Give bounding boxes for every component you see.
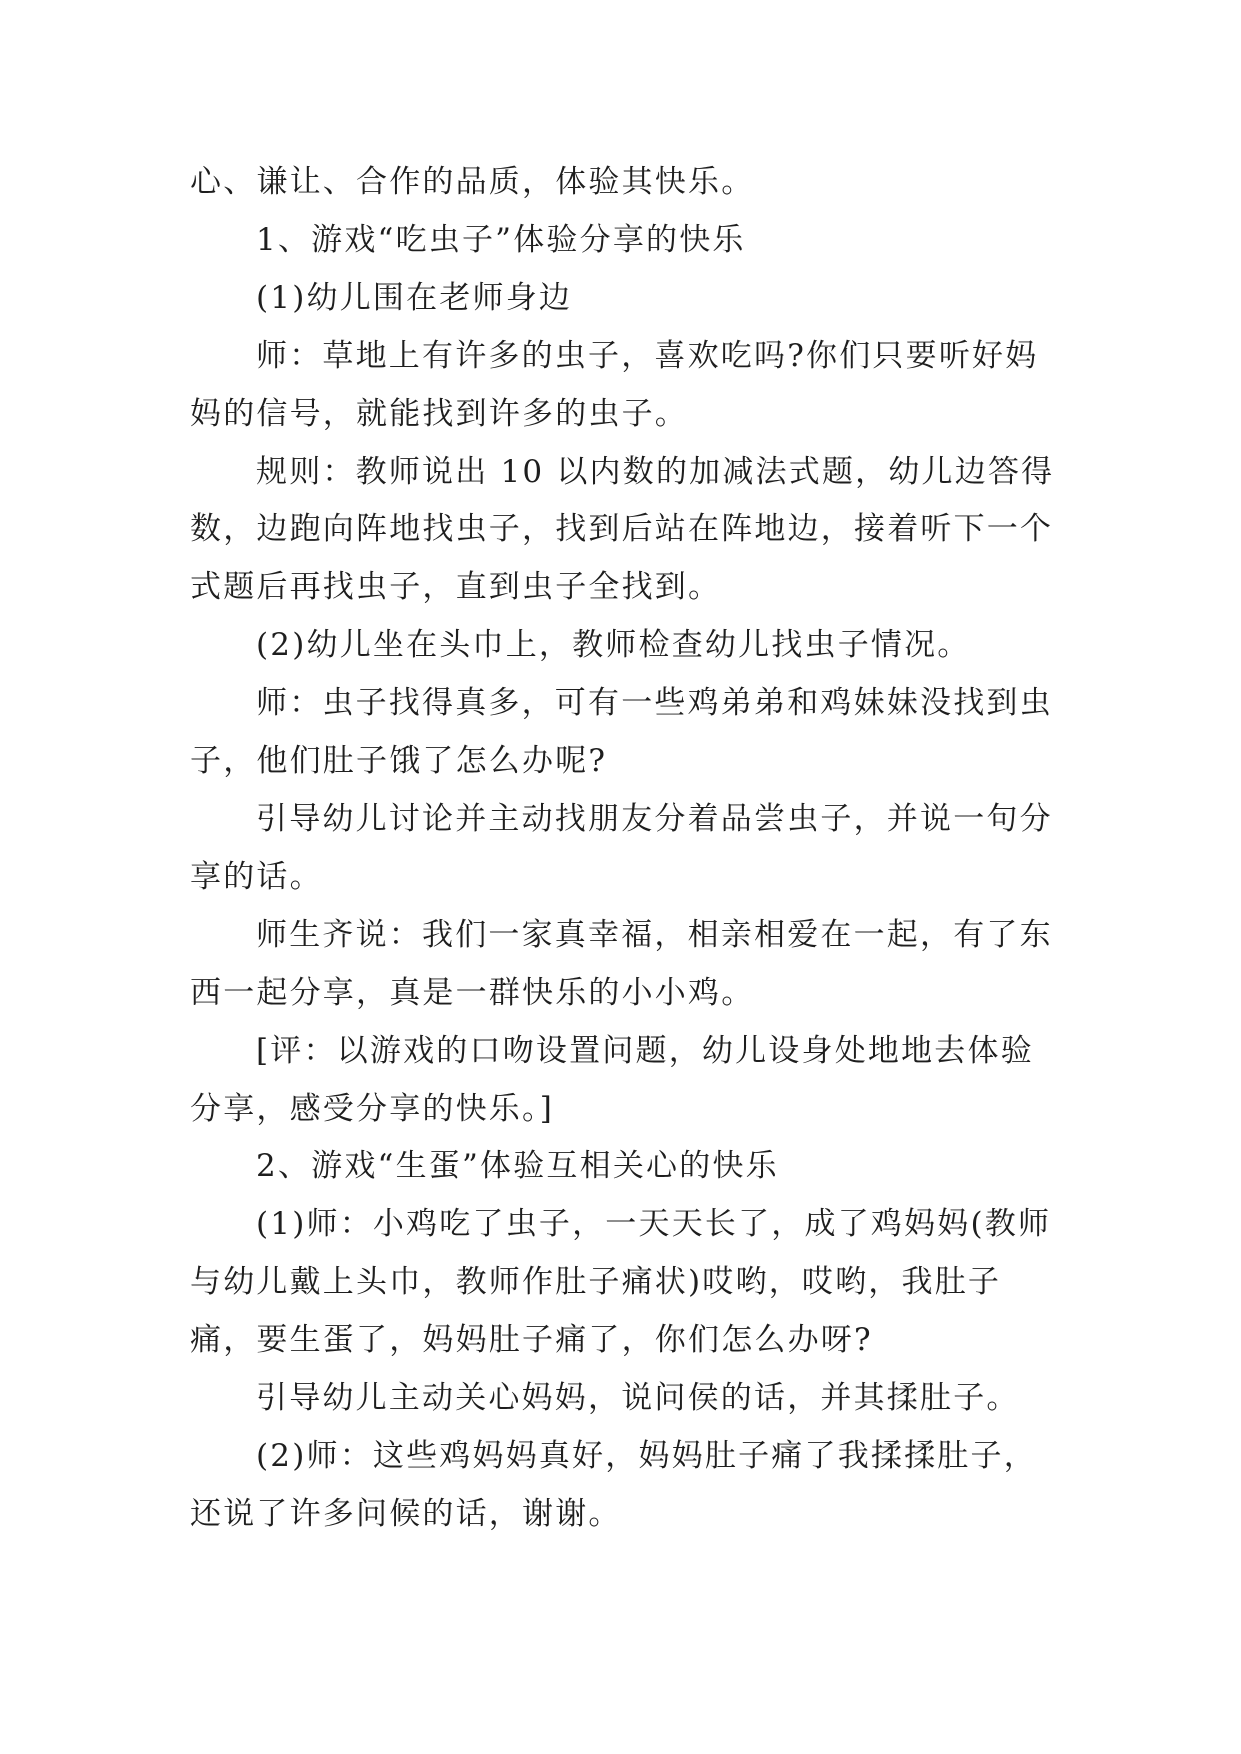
document-body (190, 154, 1056, 1544)
paragraph: (2)幼儿坐在头巾上，教师检查幼儿找虫子情况。 (256, 627, 971, 664)
paragraph: 师：虫子找得真多，可有一些鸡弟弟和鸡妹妹没找到虫子，他们肚子饿了怎么办呢? (190, 685, 1053, 780)
paragraph: (1)幼儿围在老师身边 (256, 279, 573, 316)
paragraph: 师生齐说：我们一家真幸福，相亲相爱在一起，有了东西一起分享，真是一群快乐的小小鸡。 (190, 916, 1053, 1011)
section-heading: 2、游戏“生蛋”体验互相关心的快乐 (256, 1148, 779, 1185)
section-heading: 1、游戏“吃虫子”体验分享的快乐 (256, 221, 746, 258)
paragraph: 引导幼儿讨论并主动找朋友分着品尝虫子，并说一句分享的话。 (190, 800, 1053, 895)
paragraph: (1)师：小鸡吃了虫子，一天天长了，成了鸡妈妈(教师与幼儿戴上头巾，教师作肚子痛状)哎哟，哎哟，我肚子痛，要生蛋了，妈妈肚子痛了，你们怎么办呀? (190, 1206, 1052, 1359)
paragraph: 规则：教师说出 10 以内数的加减法式题，幼儿边答得数，边跑向阵地找虫子，找到后站在阵地边，接着听下一个式题后再找虫子，直到虫子全找到。 (190, 453, 1055, 606)
paragraph: 引导幼儿主动关心妈妈，说问侯的话，并其揉肚子。 (256, 1380, 1020, 1417)
paragraph: 心、谦让、合作的品质，体验其快乐。 (190, 164, 755, 200)
paragraph: (2)师：这些鸡妈妈真好，妈妈肚子痛了我揉揉肚子，还说了许多问候的话，谢谢。 (190, 1437, 1037, 1532)
comment-paragraph: [评：以游戏的口吻设置问题，幼儿设身处地地去体验分享，感受分享的快乐。] (190, 1032, 1034, 1127)
paragraph: 师：草地上有许多的虫子，喜欢吃吗?你们只要听好妈妈的信号，就能找到许多的虫子。 (190, 337, 1039, 432)
